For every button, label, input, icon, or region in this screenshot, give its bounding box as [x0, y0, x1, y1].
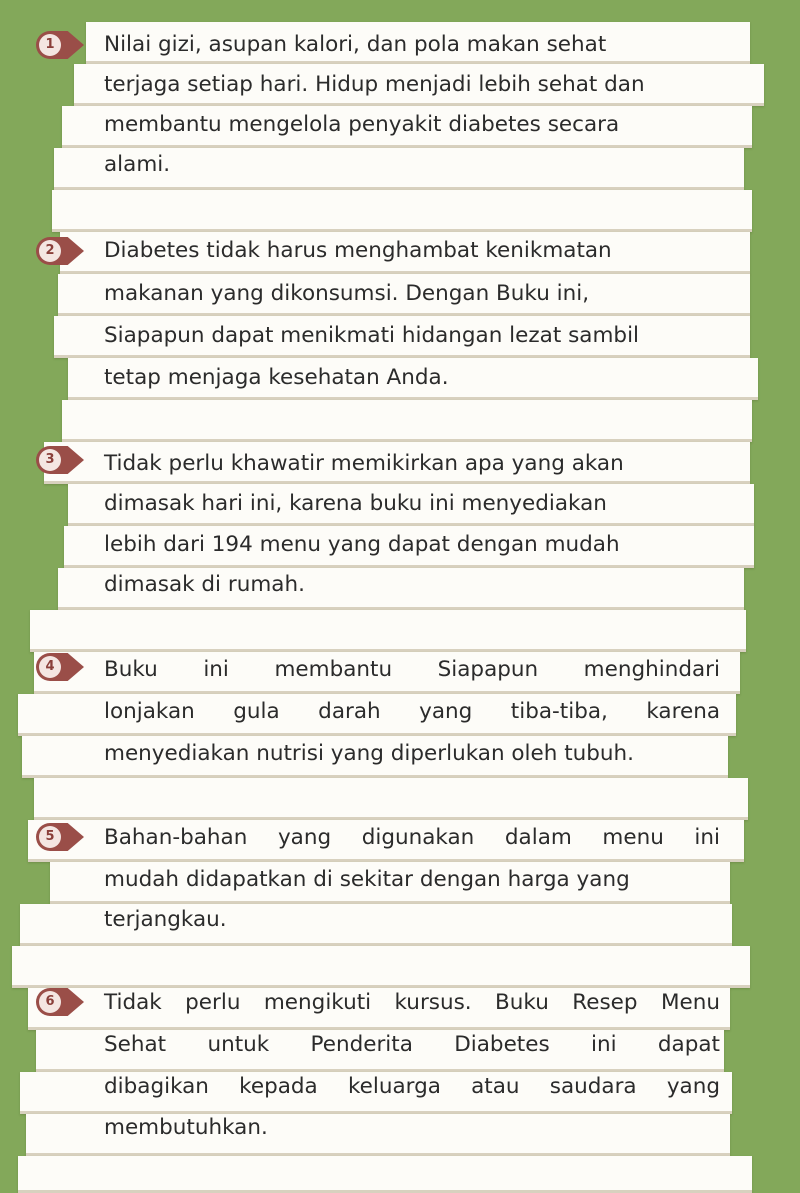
item-text-line: Diabetes tidak harus menghambat kenikmatan	[104, 238, 612, 263]
item-text-line: makanan yang dikonsumsi. Dengan Buku ini,	[104, 281, 590, 306]
number-badge	[36, 823, 84, 851]
badge-number: 3	[39, 449, 61, 471]
paper-strip	[62, 400, 752, 442]
item-text-line: dimasak di rumah.	[104, 572, 305, 597]
paper-strip	[30, 610, 746, 652]
item-text-line: Nilai gizi, asupan kalori, dan pola makan sehat	[104, 32, 607, 57]
badge-number: 6	[39, 991, 61, 1013]
item-text-line: lebih dari 194 menu yang dapat dengan mudah	[104, 532, 620, 557]
item-text-line: Siapapun dapat menikmati hidangan lezat sambil	[104, 323, 640, 348]
item-text-line: dibagikan kepada keluarga atau saudara yang	[104, 1074, 720, 1099]
paper-strip	[34, 778, 748, 820]
item-text-line: tetap menjaga kesehatan Anda.	[104, 365, 449, 390]
item-text-line: Tidak perlu khawatir memikirkan apa yang akan	[104, 451, 624, 476]
item-text-line: lonjakan gula darah yang tiba-tiba, karena	[104, 699, 720, 724]
number-badge	[36, 31, 84, 59]
item-text-line: terjaga setiap hari. Hidup menjadi lebih sehat dan	[104, 72, 645, 97]
number-badge	[36, 988, 84, 1016]
badge-number: 2	[39, 240, 61, 262]
number-badge	[36, 653, 84, 681]
item-text-line: alami.	[104, 152, 171, 177]
item-text-line: Tidak perlu mengikuti kursus. Buku Resep Menu	[104, 990, 720, 1015]
badge-number: 5	[39, 826, 61, 848]
item-text-line: Sehat untuk Penderita Diabetes ini dapat	[104, 1032, 720, 1057]
number-badge	[36, 446, 84, 474]
item-text-line: terjangkau.	[104, 907, 227, 932]
badge-number: 1	[39, 34, 61, 56]
paper-strip	[12, 946, 750, 988]
item-text-line: Buku ini membantu Siapapun menghindari	[104, 657, 720, 682]
item-text-line: mudah didapatkan di sekitar dengan harga yang	[104, 867, 630, 892]
paper-strip	[18, 1156, 752, 1193]
paper-strip	[52, 190, 752, 232]
item-text-line: menyediakan nutrisi yang diperlukan oleh tubuh.	[104, 741, 635, 766]
item-text-line: membantu mengelola penyakit diabetes secara	[104, 112, 620, 137]
item-text-line: dimasak hari ini, karena buku ini menyediakan	[104, 491, 607, 516]
item-text-line: Bahan-bahan yang digunakan dalam menu ini	[104, 825, 720, 850]
badge-number: 4	[39, 656, 61, 678]
item-text-line: membutuhkan.	[104, 1115, 268, 1140]
number-badge	[36, 237, 84, 265]
